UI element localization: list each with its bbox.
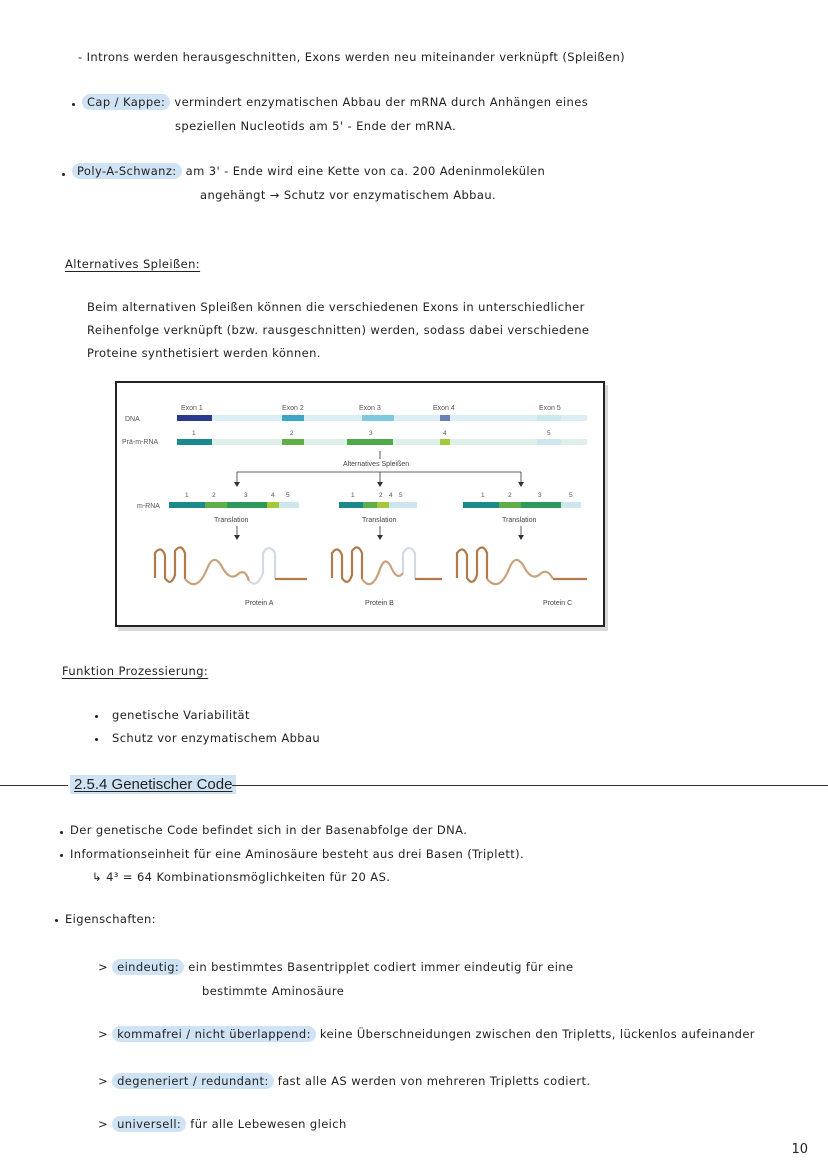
property-text-2: bestimmte Aminosäure [202, 984, 345, 998]
mrna-number: 2 [379, 492, 383, 499]
pre-exon1 [177, 439, 212, 445]
mrna-number: 5 [569, 492, 573, 499]
arrow-head [377, 535, 383, 540]
mrna-number: 3 [244, 492, 248, 499]
function-item: genetische Variabilität [112, 708, 250, 722]
alt-text-1: Beim alternativen Spleißen können die verschiedenen Exons in unterschiedlicher [87, 300, 585, 314]
mrna-number: 4 [271, 492, 275, 499]
mrna-b-exon1 [339, 502, 363, 508]
bullet-dot [60, 831, 63, 834]
note-introns: - Introns werden herausgeschnitten, Exons werden neu miteinander verknüpft (Spleißen) [78, 50, 626, 64]
splicing-diagram [117, 383, 603, 625]
pre-exon2 [282, 439, 304, 445]
mrna-a-exon5 [279, 502, 299, 508]
protein-a-structure [155, 547, 307, 584]
cap-label: Cap / Kappe: [82, 94, 170, 110]
property-label: kommafrei / nicht überlappend: [112, 1026, 316, 1042]
property-item: > universell: für alle Lebewesen gleich [98, 1117, 347, 1131]
mrna-number: 4 [389, 492, 393, 499]
exon1-block [177, 415, 212, 421]
mrna-label: m-RNA [137, 503, 160, 510]
mrna-number: 5 [399, 492, 403, 499]
mrna-number: 2 [212, 492, 216, 499]
mrna-c-exon3 [521, 502, 561, 508]
code-line-2: Informationseinheit für eine Aminosäure besteht aus drei Basen (Triplett). [70, 847, 525, 861]
property-label: universell: [112, 1116, 186, 1132]
poly-text-1: am 3' - Ende wird eine Kette von ca. 200 Adeninmolekülen [185, 164, 546, 178]
property-item: > eindeutig: ein bestimmtes Basentripplet codiert immer eindeutig für eine [98, 960, 574, 974]
bullet-dot [55, 919, 58, 922]
bullet-dot [72, 103, 75, 106]
mrna-c-exon5 [561, 502, 581, 508]
mrna-number: 2 [508, 492, 512, 499]
dna-label: DNA [125, 416, 140, 423]
pre-mrna-label: Prä-m-RNA [122, 439, 159, 446]
alt-text-3: Proteine synthetisiert werden können. [87, 346, 321, 360]
property-text: keine Überschneidungen zwischen den Tripletts, lückenlos aufeinander [319, 1027, 755, 1041]
mrna-b-exon4 [377, 502, 389, 508]
function-item: Schutz vor enzymatischem Abbau [112, 731, 321, 745]
translation-label: Translation [214, 517, 249, 524]
mrna-a-exon1 [169, 502, 205, 508]
protein-b-structure [332, 547, 442, 584]
protein-label: Protein B [365, 600, 394, 607]
mrna-a-exon4 [267, 502, 279, 508]
exon4-block [440, 415, 450, 421]
exon2-block [282, 415, 304, 421]
function-heading: Funktion Prozessierung: [62, 664, 209, 678]
exon-label: Exon 3 [359, 405, 381, 412]
exon-label: Exon 2 [282, 405, 304, 412]
property-item: > kommafrei / nicht überlappend: keine Überschneidungen zwischen den Tripletts, lückenlos aufeinander [98, 1027, 755, 1041]
mrna-number: 1 [185, 492, 189, 499]
mrna-a-exon3 [227, 502, 267, 508]
arrow-head [518, 535, 524, 540]
protein-label: Protein A [245, 600, 274, 607]
cap-text-2: speziellen Nucleotids am 5' - Ende der mRNA. [175, 119, 457, 133]
bullet-dot [60, 854, 63, 857]
alt-splicing-figure [115, 381, 605, 627]
mrna-number: 5 [286, 492, 290, 499]
arrow-head [377, 482, 383, 487]
bullet-dot [95, 715, 98, 718]
alt-splicing-label: Alternatives Spleißen [343, 461, 410, 468]
exon-label: Exon 5 [539, 405, 561, 412]
mrna-c-exon2 [499, 502, 521, 508]
property-text: für alle Lebewesen gleich [190, 1117, 347, 1131]
exon-number: 2 [290, 430, 294, 437]
arrow-head [234, 535, 240, 540]
alt-text-2: Reihenfolge verknüpft (bzw. rausgeschnitten) werden, sodass dabei verschiedene [87, 323, 590, 337]
property-item: > degeneriert / redundant: fast alle AS werden von mehreren Tripletts codiert. [98, 1074, 591, 1088]
mrna-b-exon5 [389, 502, 417, 508]
code-line-3: ↳ 4³ = 64 Kombinationsmöglichkeiten für 20 AS. [92, 870, 391, 884]
arrow-head [518, 482, 524, 487]
property-text: fast alle AS werden von mehreren Tripletts codiert. [277, 1074, 591, 1088]
exon3-block [362, 415, 394, 421]
mrna-c-exon1 [463, 502, 499, 508]
page-number: 10 [791, 1142, 808, 1157]
translation-label: Translation [502, 517, 537, 524]
pre-exon4 [440, 439, 450, 445]
poly-label: Poly-A-Schwanz: [72, 163, 182, 179]
exon5-block [537, 415, 561, 421]
bullet-dot [95, 738, 98, 741]
alt-splicing-heading: Alternatives Spleißen: [65, 257, 201, 271]
property-label: eindeutig: [112, 959, 184, 975]
pre-exon5 [537, 439, 561, 445]
section-title: 2.5.4 Genetischer Code [70, 775, 236, 794]
property-label: degeneriert / redundant: [112, 1073, 274, 1089]
mrna-a-exon2 [205, 502, 227, 508]
mrna-number: 1 [481, 492, 485, 499]
properties-heading: Eigenschaften: [65, 912, 156, 926]
exon-number: 1 [192, 430, 196, 437]
exon-number: 4 [443, 430, 447, 437]
mrna-number: 3 [538, 492, 542, 499]
note-cap [82, 95, 588, 109]
protein-label: Protein C [543, 600, 573, 607]
exon-number: 5 [547, 430, 551, 437]
property-text: ein bestimmtes Basentripplet codiert immer eindeutig für eine [188, 960, 574, 974]
mrna-b-exon2 [363, 502, 377, 508]
exon-number: 3 [369, 430, 373, 437]
translation-label: Translation [362, 517, 397, 524]
protein-c-structure [457, 547, 587, 584]
pre-exon3 [347, 439, 393, 445]
exon-label: Exon 1 [181, 405, 203, 412]
arrow-head [234, 482, 240, 487]
code-line-1: Der genetische Code befindet sich in der Basenabfolge der DNA. [70, 823, 468, 837]
cap-text-1: vermindert enzymatischen Abbau der mRNA durch Anhängen eines [174, 95, 589, 109]
bullet-dot [62, 173, 65, 176]
poly-text-2: angehängt → Schutz vor enzymatischem Abbau. [200, 188, 497, 202]
note-poly [72, 164, 545, 178]
section-divider-right [232, 785, 828, 786]
section-divider-left [0, 785, 68, 786]
mrna-number: 1 [351, 492, 355, 499]
exon-label: Exon 4 [433, 405, 455, 412]
